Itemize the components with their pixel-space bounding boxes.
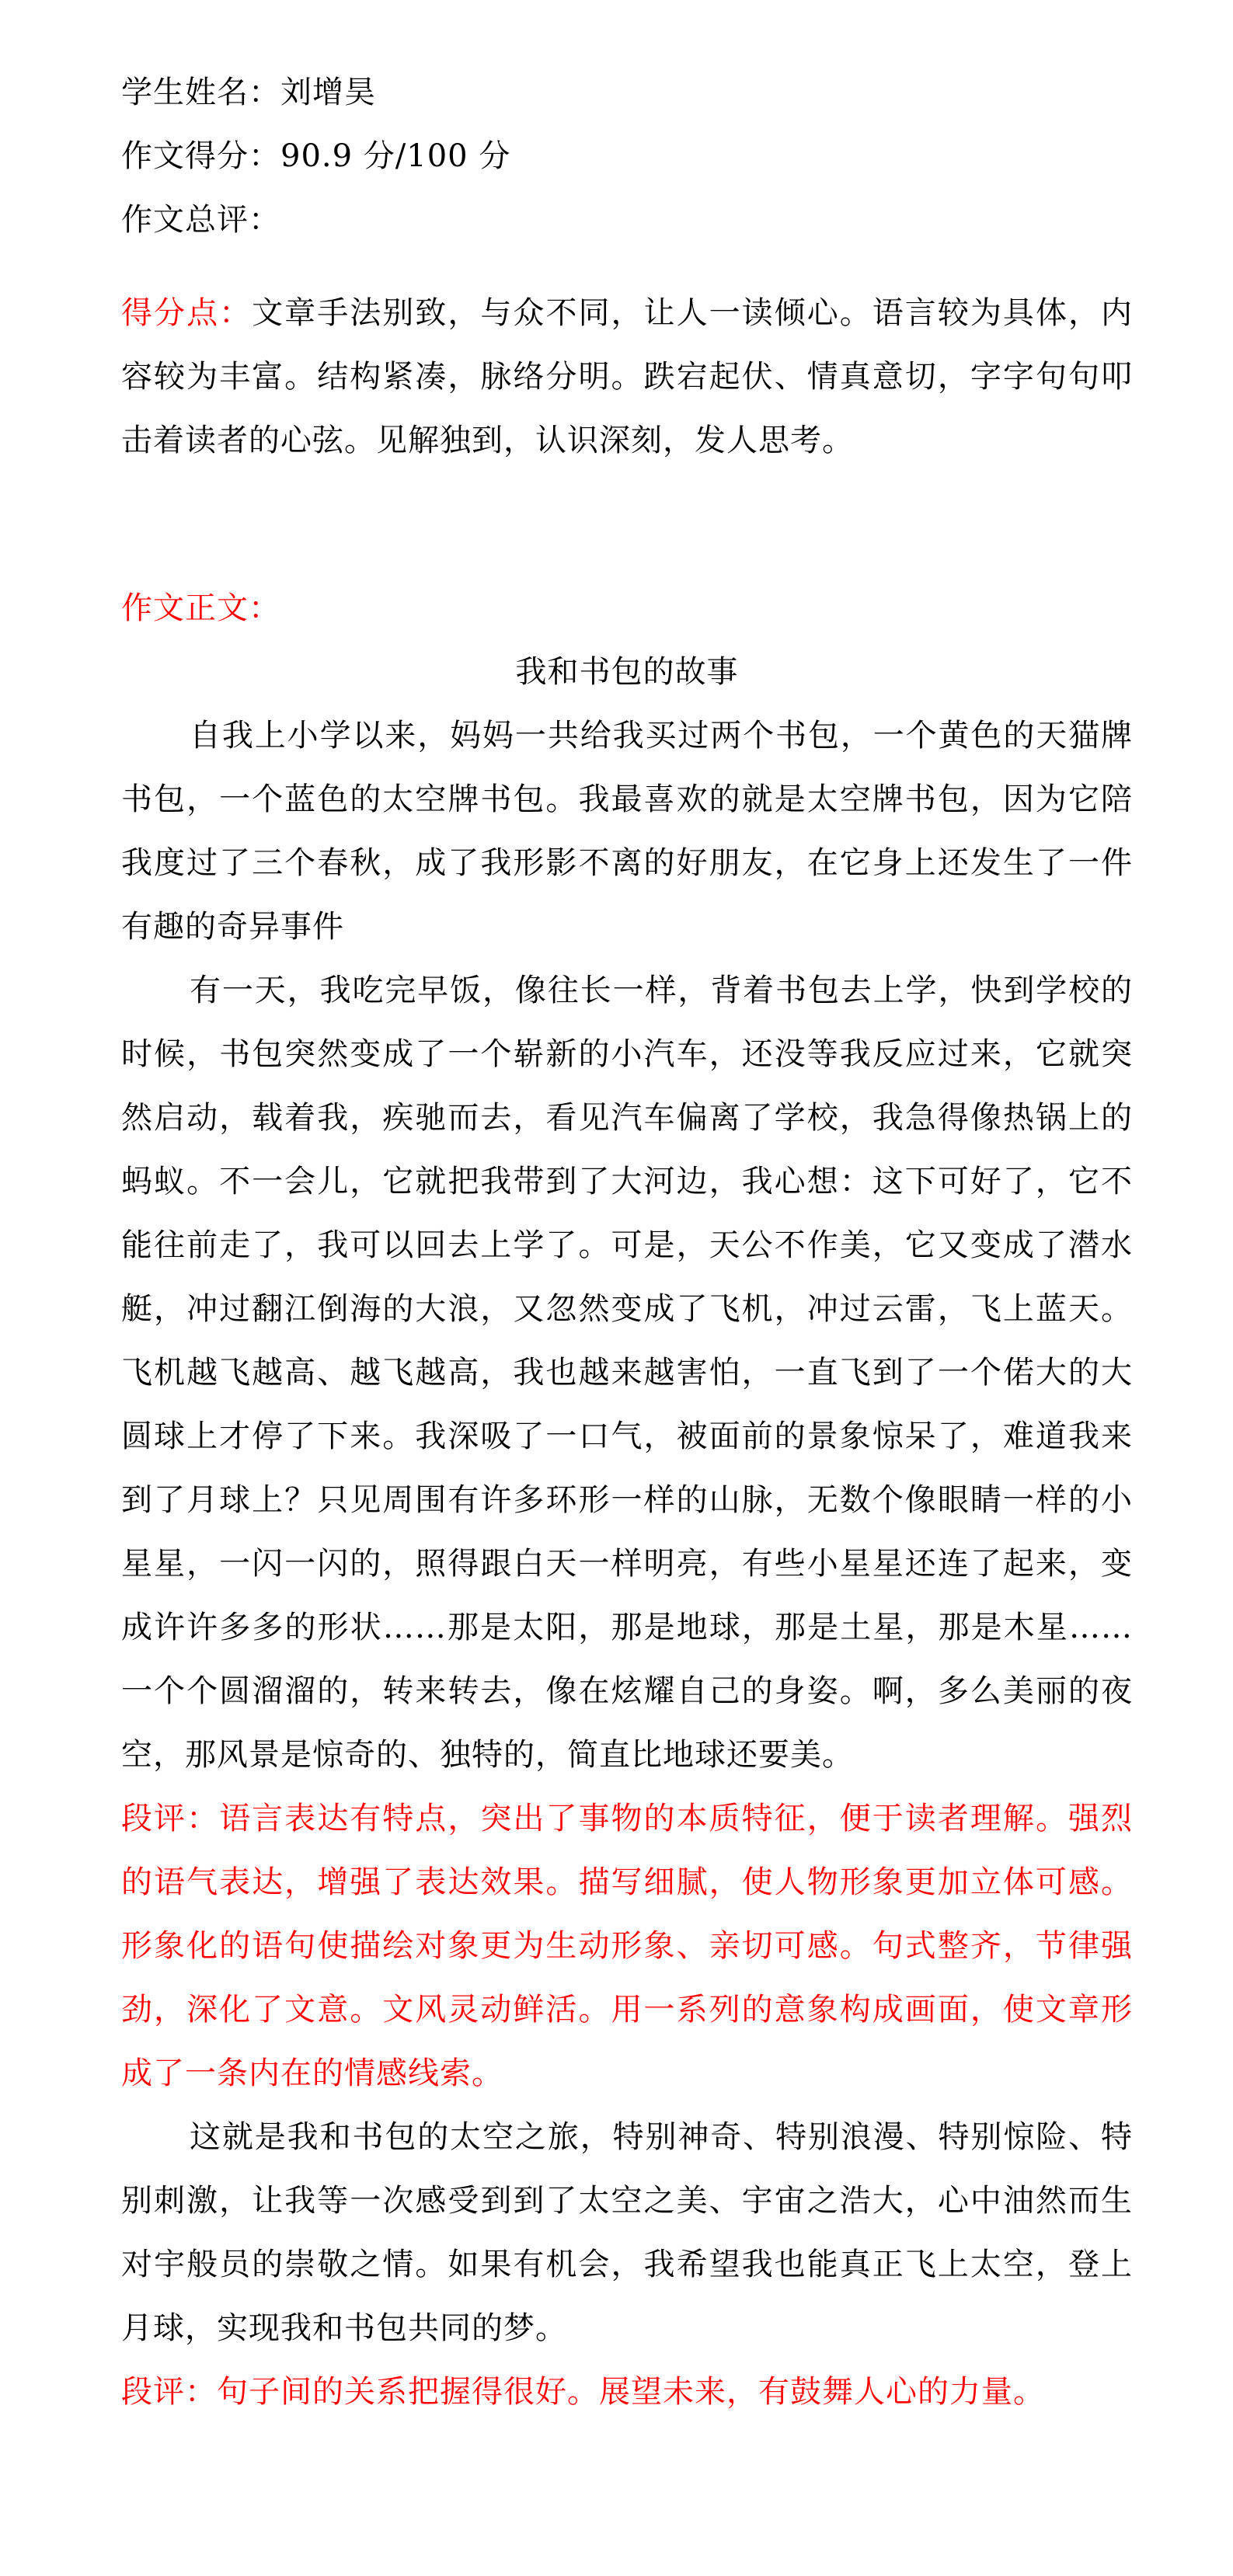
paragraph-comment-2 [121, 2360, 1133, 2424]
overall-review [121, 281, 1133, 472]
essay-paragraph-3: 这就是我和书包的太空之旅，特别神奇、特别浪漫、特别惊险、特别刺激，让我等一次感受到到了太空之美、宇宙之浩大，心中油然而生对宇般员的崇敬之情。如果有机会，我希望我也能真正飞上太空，登上月球，实现我和书包共同的梦。 [121, 2119, 1133, 2346]
essay-paragraph-1: 自我上小学以来，妈妈一共给我买过两个书包，一个黄色的天猫牌书包，一个蓝色的太空牌书包。我最喜欢的就是太空牌书包，因为它陪我度过了三个春秋，成了我形影不离的好朋友，在它身上还发生了一件有趣的奇异事件 [121, 718, 1133, 945]
paragraph-comment-2-text: 句子间的关系把握得很好。展望未来，有鼓舞人心的力量。 [217, 2374, 1045, 2410]
score-value: 90.9 分/100 分 [280, 138, 511, 174]
overall-review-label: 得分点： [121, 295, 253, 331]
essay-paragraph-2: 有一天，我吃完早饭，像往长一样，背着书包去上学，快到学校的时候，书包突然变成了一个崭新的小汽车，还没等我反应过来，它就突然启动，载着我，疾驰而去，看见汽车偏离了学校，我急得像热锅上的蚂蚁。不一会儿，它就把我带到了大河边，我心想：这下可好了，它不能往前走了，我可以回去上学了。可是，天公不作美，它又变成了潜水艇，冲过翻江倒海的大浪，又忽然变成了飞机，冲过云雷，飞上蓝天。飞机越飞越高、越飞越高，我也越来越害怕，一直飞到了一个偌大的大圆球上才停了下来。我深吸了一口气，被面前的景象惊呆了，难道我来到了月球上？只见周围有许多环形一样的山脉，无数个像眼睛一样的小星星，一闪一闪的，照得跟白天一样明亮，有些小星星还连了起来，变成许许多多的形状……那是太阳，那是地球，那是土星，那是木星……一个个圆溜溜的，转来转去，像在炫耀自己的身姿。啊，多么美丽的夜空，那风景是惊奇的、独特的，简直比地球还要美。 [121, 973, 1133, 1773]
overall-review-paragraph [121, 281, 1133, 472]
essay-section-label: 作文正文： [121, 590, 280, 626]
header-block [121, 61, 1133, 252]
essay-title: 我和书包的故事 [515, 654, 739, 690]
review-line [121, 188, 1133, 252]
score-line [121, 124, 1133, 188]
score-label: 作文得分： [121, 138, 280, 174]
student-name: 刘增昊 [280, 75, 376, 110]
overall-review-text: 文章手法别致，与众不同，让人一读倾心。语言较为具体，内容较为丰富。结构紧凑，脉络分明。跌宕起伏、情真意切，字字句句叩击着读者的心弦。见解独到，认识深刻，发人思考。 [121, 295, 1134, 458]
review-label: 作文总评： [121, 202, 280, 238]
paragraph-comment-1-label: 段评： [121, 1801, 220, 1836]
student-line [121, 61, 1133, 124]
student-label: 学生姓名： [121, 75, 280, 110]
paragraph-comment-2-label: 段评： [121, 2374, 217, 2410]
paragraph-comment-1 [121, 1787, 1133, 2105]
paragraph-comment-1-text: 语言表达有特点，突出了事物的本质特征，便于读者理解。强烈的语气表达，增强了表达效果。描写细腻，使人物形象更加立体可感。形象化的语句使描绘对象更为生动形象、亲切可感。句式整齐，节律强劲，深化了文意。文风灵动鲜活。用一系列的意象构成画面，使文章形成了一条内在的情感线索。 [121, 1801, 1134, 2091]
essay-section [121, 576, 1133, 2424]
